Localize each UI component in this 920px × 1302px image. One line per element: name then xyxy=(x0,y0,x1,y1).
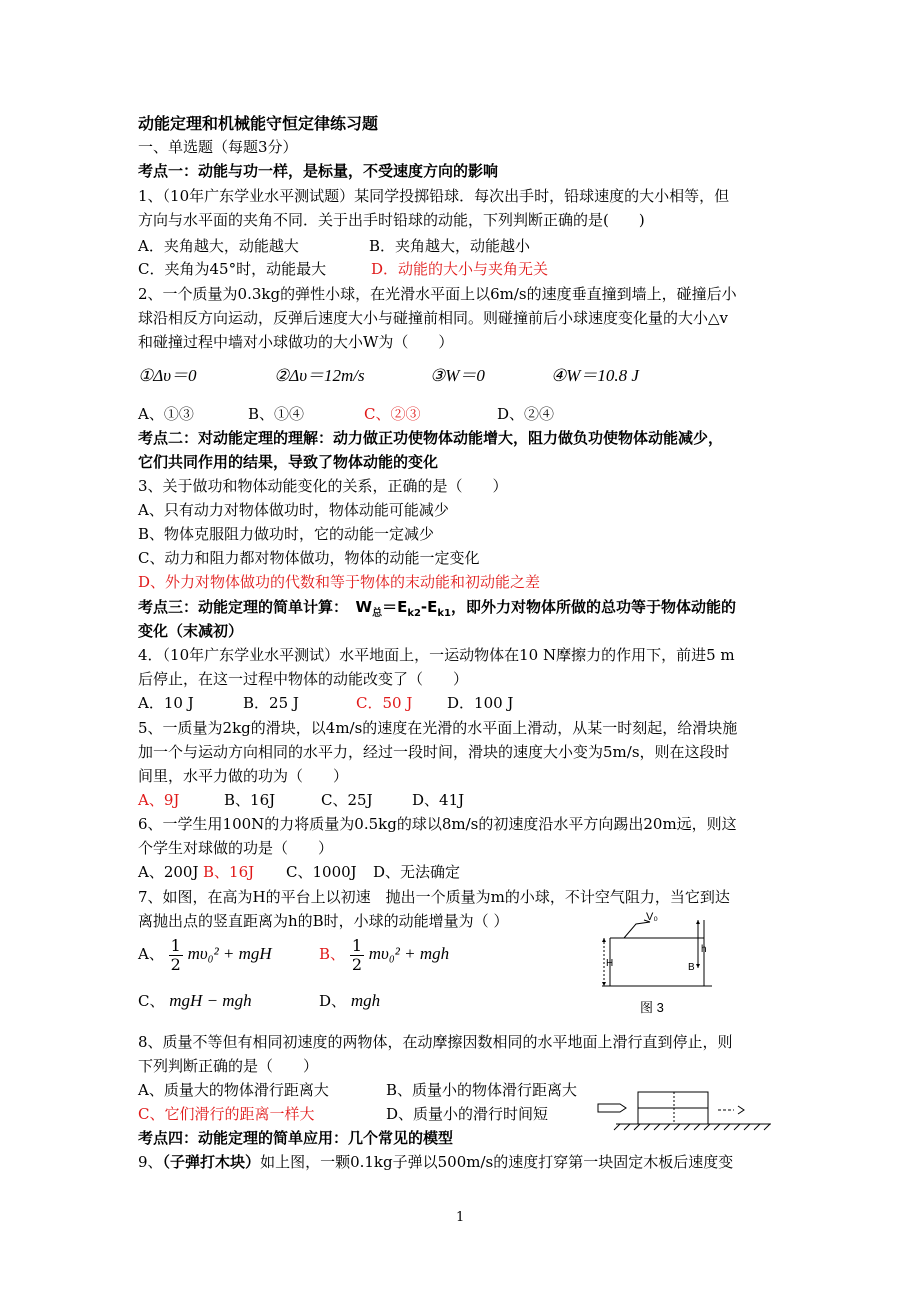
topic-3-text-1: 考点三：动能定理的简单计算： W xyxy=(138,598,373,616)
topic-3-text-3: -E xyxy=(420,598,438,616)
q6-option-d: D、无法确定 xyxy=(373,863,461,881)
q7-option-b-fraction: $\frac{1}{2}$ xyxy=(351,935,362,974)
q2-line-3: 和碰撞过程中墙对小球做功的大小W为（ ） xyxy=(138,333,454,351)
figure-caption: 图 3 xyxy=(640,1000,664,1015)
q5-option-a: A、9J xyxy=(138,791,180,809)
q7-option-c-label: C、 xyxy=(138,992,165,1010)
q8-option-b: B、质量小的物体滑行距离大 xyxy=(386,1081,578,1099)
section-heading: 一、单选题（每题3分） xyxy=(138,138,298,156)
q7-option-a xyxy=(138,932,272,976)
q3-option-a: A、只有动力对物体做功时，物体动能可能减少 xyxy=(138,501,449,519)
topic-3-sub-2: k2 xyxy=(407,608,421,619)
topic-1: 考点一：动能与功一样，是标量，不受速度方向的影响 xyxy=(138,162,499,180)
q7-option-c xyxy=(138,991,252,1011)
q1-line-2: 方向与水平面的夹角不同．关于出手时铅球的动能，下列判断正确的是( ) xyxy=(138,211,645,229)
topic-3-sub-1: 总 xyxy=(372,608,383,619)
figure-3-platform-diagram xyxy=(594,908,724,1016)
q4-option-a: A．10 J xyxy=(138,694,194,712)
q7-option-b-label: B、 xyxy=(319,945,346,963)
figure-label-H: H xyxy=(606,958,614,969)
q2-line-1: 2、一个质量为0.3kg的弹性小球，在光滑水平面上以6m/s的速度垂直撞到墙上，碰撞后小 xyxy=(138,285,737,303)
q2-line-2: 球沿相反方向运动，反弹后速度大小与碰撞前相同。则碰撞前后小球速度变化量的大小△v xyxy=(138,309,729,327)
q1-option-a: A．夹角越大，动能越大 xyxy=(138,237,299,255)
bullet-blocks-diagram xyxy=(596,1088,776,1136)
topic-2-line-1: 考点二：对动能定理的理解：动力做正功使物体动能增大，阻力做负功使物体动能减少， xyxy=(138,429,724,447)
q2-expr-1: ①Δυ＝0 xyxy=(138,366,197,385)
q2-option-d: D、②④ xyxy=(497,405,555,423)
figure-label-B: B xyxy=(688,962,695,973)
topic-4: 考点四：动能定理的简单应用：几个常见的模型 xyxy=(138,1129,454,1147)
q2-expr-3: ③W＝0 xyxy=(430,366,485,385)
q2-option-c: C、②③ xyxy=(364,405,421,423)
q5-option-d: D、41J xyxy=(412,791,465,809)
q4-line-1: 4．（10年广东学业水平测试）水平地面上，一运动物体在10 N摩擦力的作用下，前进5 m xyxy=(138,646,735,664)
topic-3-line-2: 变化（末减初） xyxy=(138,622,244,640)
q3-option-d: D、外力对物体做功的代数和等于物体的末动能和初动能之差 xyxy=(138,573,541,591)
q3-line-1: 3、关于做功和物体动能变化的关系，正确的是（ ） xyxy=(138,477,508,495)
q7-option-b xyxy=(319,932,449,976)
q4-option-d: D．100 J xyxy=(447,694,514,712)
q4-option-c: C．50 J xyxy=(356,694,413,712)
q6-line-2: 个学生对球做的功是（ ） xyxy=(138,839,334,857)
q7-option-a-fraction: $\frac{1}{2}$ xyxy=(170,935,181,974)
q1-option-c: C．夹角为45°时，动能最大 xyxy=(138,260,327,278)
q6-option-a: A、200J xyxy=(138,863,199,881)
topic-3-sub-3: k1 xyxy=(437,608,452,619)
q5-line-2: 加一个与运动方向相同的水平力，经过一段时间，滑块的速度大小变为5m/s，则在这段时 xyxy=(138,743,730,761)
q1-line-1: 1、（10年广东学业水平测试题）某同学投掷铅球．每次出手时，铅球速度的大小相等，但 xyxy=(138,187,730,205)
topic-3-line-1 xyxy=(138,597,736,624)
topic-3-text-4: ，即外力对物体所做的总功等于物体动能的 xyxy=(451,598,737,616)
q2-expr-4: ④W＝10.8 J xyxy=(551,366,639,385)
q7-option-c-expr: mgH − mgh xyxy=(169,991,252,1010)
q7-line-2: 离抛出点的竖直距离为h的B时，小球的动能增量为（ ） xyxy=(138,912,509,930)
q3-option-b: B、物体克服阻力做功时，它的动能一定减少 xyxy=(138,525,435,543)
q7-option-d-expr: mgh xyxy=(350,991,381,1010)
topic-2-line-2: 它们共同作用的结果，导致了物体动能的变化 xyxy=(138,453,439,471)
q6-line-1: 6、一学生用100N的力将质量为0.5kg的球以8m/s的初速度沿水平方向踢出20m远，则这 xyxy=(138,815,737,833)
q2-option-b: B、①④ xyxy=(248,405,305,423)
q1-option-d: D．动能的大小与夹角无关 xyxy=(371,260,549,278)
q4-line-2: 后停止，在这一过程中物体的动能改变了（ ） xyxy=(138,670,469,688)
q7-option-b-expr: mυ₀² + mgh xyxy=(368,944,450,963)
q9-number: 9、 xyxy=(138,1153,163,1171)
q5-line-3: 间里，水平力做的功为（ ） xyxy=(138,767,349,785)
q5-option-b: B、16J xyxy=(224,791,276,809)
q5-option-c: C、25J xyxy=(321,791,373,809)
q9-line-1 xyxy=(138,1152,733,1172)
topic-3-text-2: ＝E xyxy=(382,598,408,616)
q3-option-c: C、动力和阻力都对物体做功，物体的动能一定变化 xyxy=(138,549,480,567)
q7-line-1: 7、如图，在高为H的平台上以初速 抛出一个质量为m的小球，不计空气阻力，当它到达 xyxy=(138,888,730,906)
q8-option-c: C、它们滑行的距离一样大 xyxy=(138,1105,315,1123)
q6-option-c: C、1000J xyxy=(286,863,357,881)
q9-text: 如上图，一颗0.1kg子弹以500m/s的速度打穿第一块固定木板后速度变 xyxy=(260,1153,734,1171)
figure-label-h: h xyxy=(701,944,707,955)
q7-option-d xyxy=(319,991,380,1011)
q6-option-b: B、16J xyxy=(203,863,255,881)
q8-line-1: 8、质量不等但有相同初速度的两物体，在动摩擦因数相同的水平地面上滑行直到停止，则 xyxy=(138,1033,733,1051)
page-title: 动能定理和机械能守恒定律练习题 xyxy=(138,114,379,133)
q5-line-1: 5、一质量为2kg的滑块，以4m/s的速度在光滑的水平面上滑动，从某一时刻起，给滑块施 xyxy=(138,719,738,737)
q8-line-2: 下列判断正确的是（ ） xyxy=(138,1057,319,1075)
q7-option-a-expr: mυ₀² + mgH xyxy=(187,944,272,963)
q1-option-b: B．夹角越大，动能越小 xyxy=(369,237,531,255)
q8-option-a: A、质量大的物体滑行距离大 xyxy=(138,1081,329,1099)
figure-label-v0: V₀ xyxy=(646,911,658,923)
q8-option-d: D、质量小的滑行时间短 xyxy=(386,1105,549,1123)
q7-option-a-label: A、 xyxy=(138,945,164,963)
q2-option-a: A、①③ xyxy=(138,405,194,423)
q9-tag: （子弹打木块） xyxy=(162,1153,261,1171)
q4-option-b: B．25 J xyxy=(243,694,299,712)
q7-option-d-label: D、 xyxy=(319,992,347,1010)
page-number: 1 xyxy=(456,1210,465,1225)
q2-expr-2: ②Δυ＝12m/s xyxy=(274,366,365,385)
